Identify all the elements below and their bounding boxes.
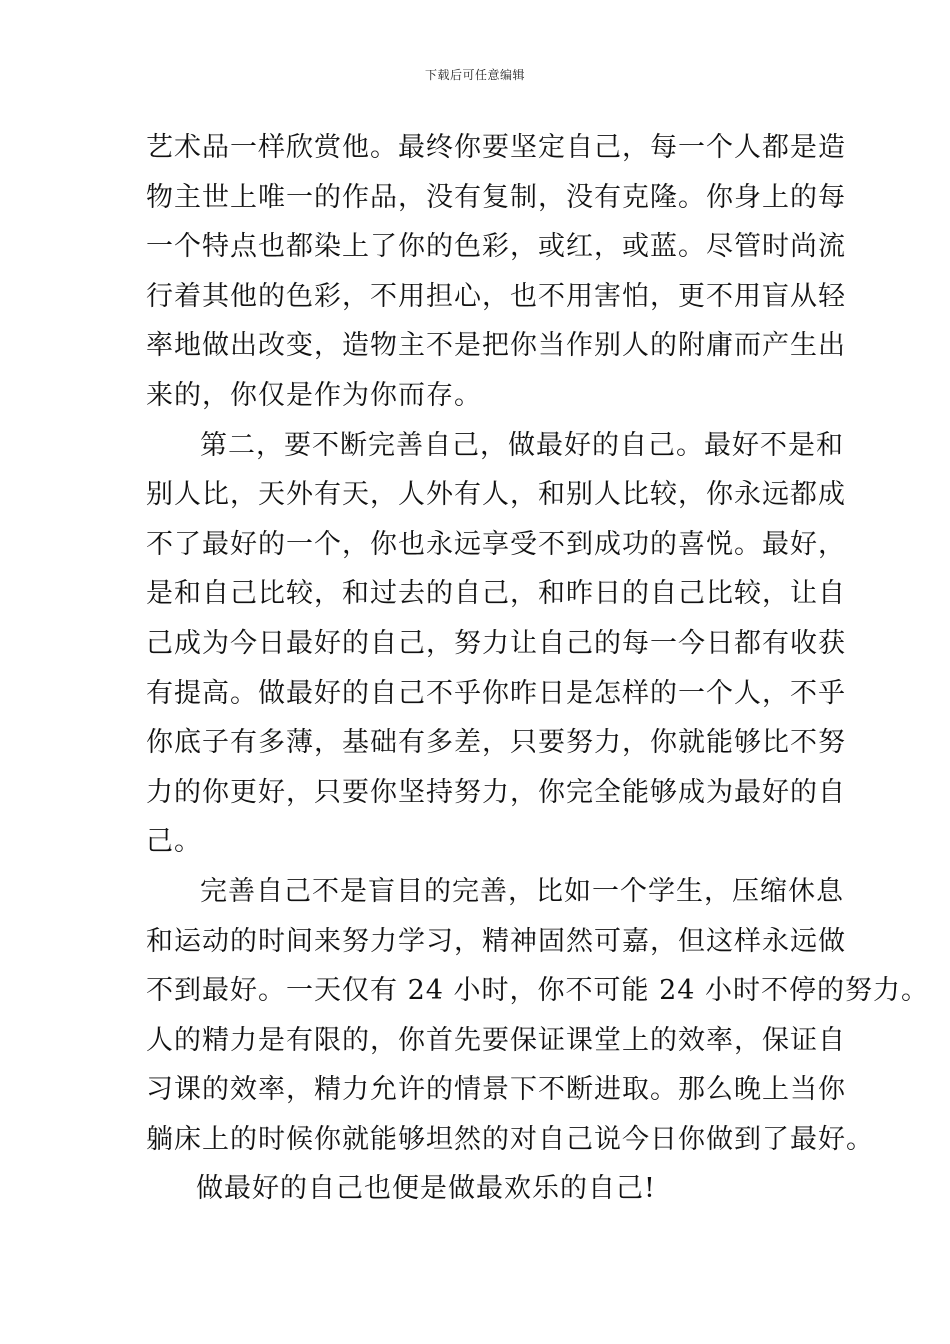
text-line: 躺床上的时候你就能够坦然的对自己说今日你做到了最好。 bbox=[146, 1123, 874, 1155]
text-line: 不到最好。一天仅有 24 小时，你不可能 24 小时不停的努力。 bbox=[146, 975, 930, 1007]
text-line: 力的你更好，只要你坚持努力，你完全能够成为最好的自 bbox=[146, 776, 846, 808]
paragraph-start-line: 第二，要不断完善自己，做最好的自己。最好不是和 bbox=[200, 429, 844, 461]
text-line: 物主世上唯一的作品，没有复制，没有克隆。你身上的每 bbox=[146, 181, 846, 213]
text-line: 你底子有多薄，基础有多差，只要努力，你就能够比不努 bbox=[146, 727, 846, 759]
text-line: 一个特点也都染上了你的色彩，或红，或蓝。尽管时尚流 bbox=[146, 231, 846, 263]
text-line: 来的，你仅是作为你而存。 bbox=[146, 379, 482, 411]
text-line: 有提高。做最好的自己不乎你昨日是怎样的一个人，不乎 bbox=[146, 677, 846, 709]
body-text bbox=[146, 123, 930, 1214]
text-line: 是和自己比较，和过去的自己，和昨日的自己比较，让自 bbox=[146, 578, 846, 610]
text-line: 己。 bbox=[146, 826, 202, 858]
paragraph-start-line: 完善自己不是盲目的完善，比如一个学生，压缩休息 bbox=[200, 875, 844, 907]
text-line: 己成为今日最好的自己，努力让自己的每一今日都有收获 bbox=[146, 627, 846, 659]
text-line: 艺术品一样欣赏他。最终你要坚定自己，每一个人都是造 bbox=[146, 132, 846, 163]
text-line: 人的精力是有限的，你首先要保证课堂上的效率，保证自 bbox=[146, 1024, 846, 1056]
text-line: 行着其他的色彩，不用担心，也不用害怕，更不用盲从轻 bbox=[146, 280, 846, 312]
paragraph-start-line: 做最好的自己也便是做最欢乐的自己! bbox=[196, 1173, 656, 1205]
text-line: 别人比，天外有天，人外有人，和别人比较，你永远都成 bbox=[146, 479, 846, 511]
text-line: 和运动的时间来努力学习，精神固然可嘉，但这样永远做 bbox=[146, 925, 846, 957]
text-line: 不了最好的一个，你也永远享受不到成功的喜悦。最好， bbox=[146, 528, 846, 560]
text-line: 习课的效率，精力允许的情景下不断进取。那么晚上当你 bbox=[146, 1074, 846, 1106]
text-line: 率地做出改变，造物主不是把你当作别人的附庸而产生出 bbox=[146, 330, 846, 362]
page-header: 下载后可任意编辑 bbox=[424, 68, 525, 82]
